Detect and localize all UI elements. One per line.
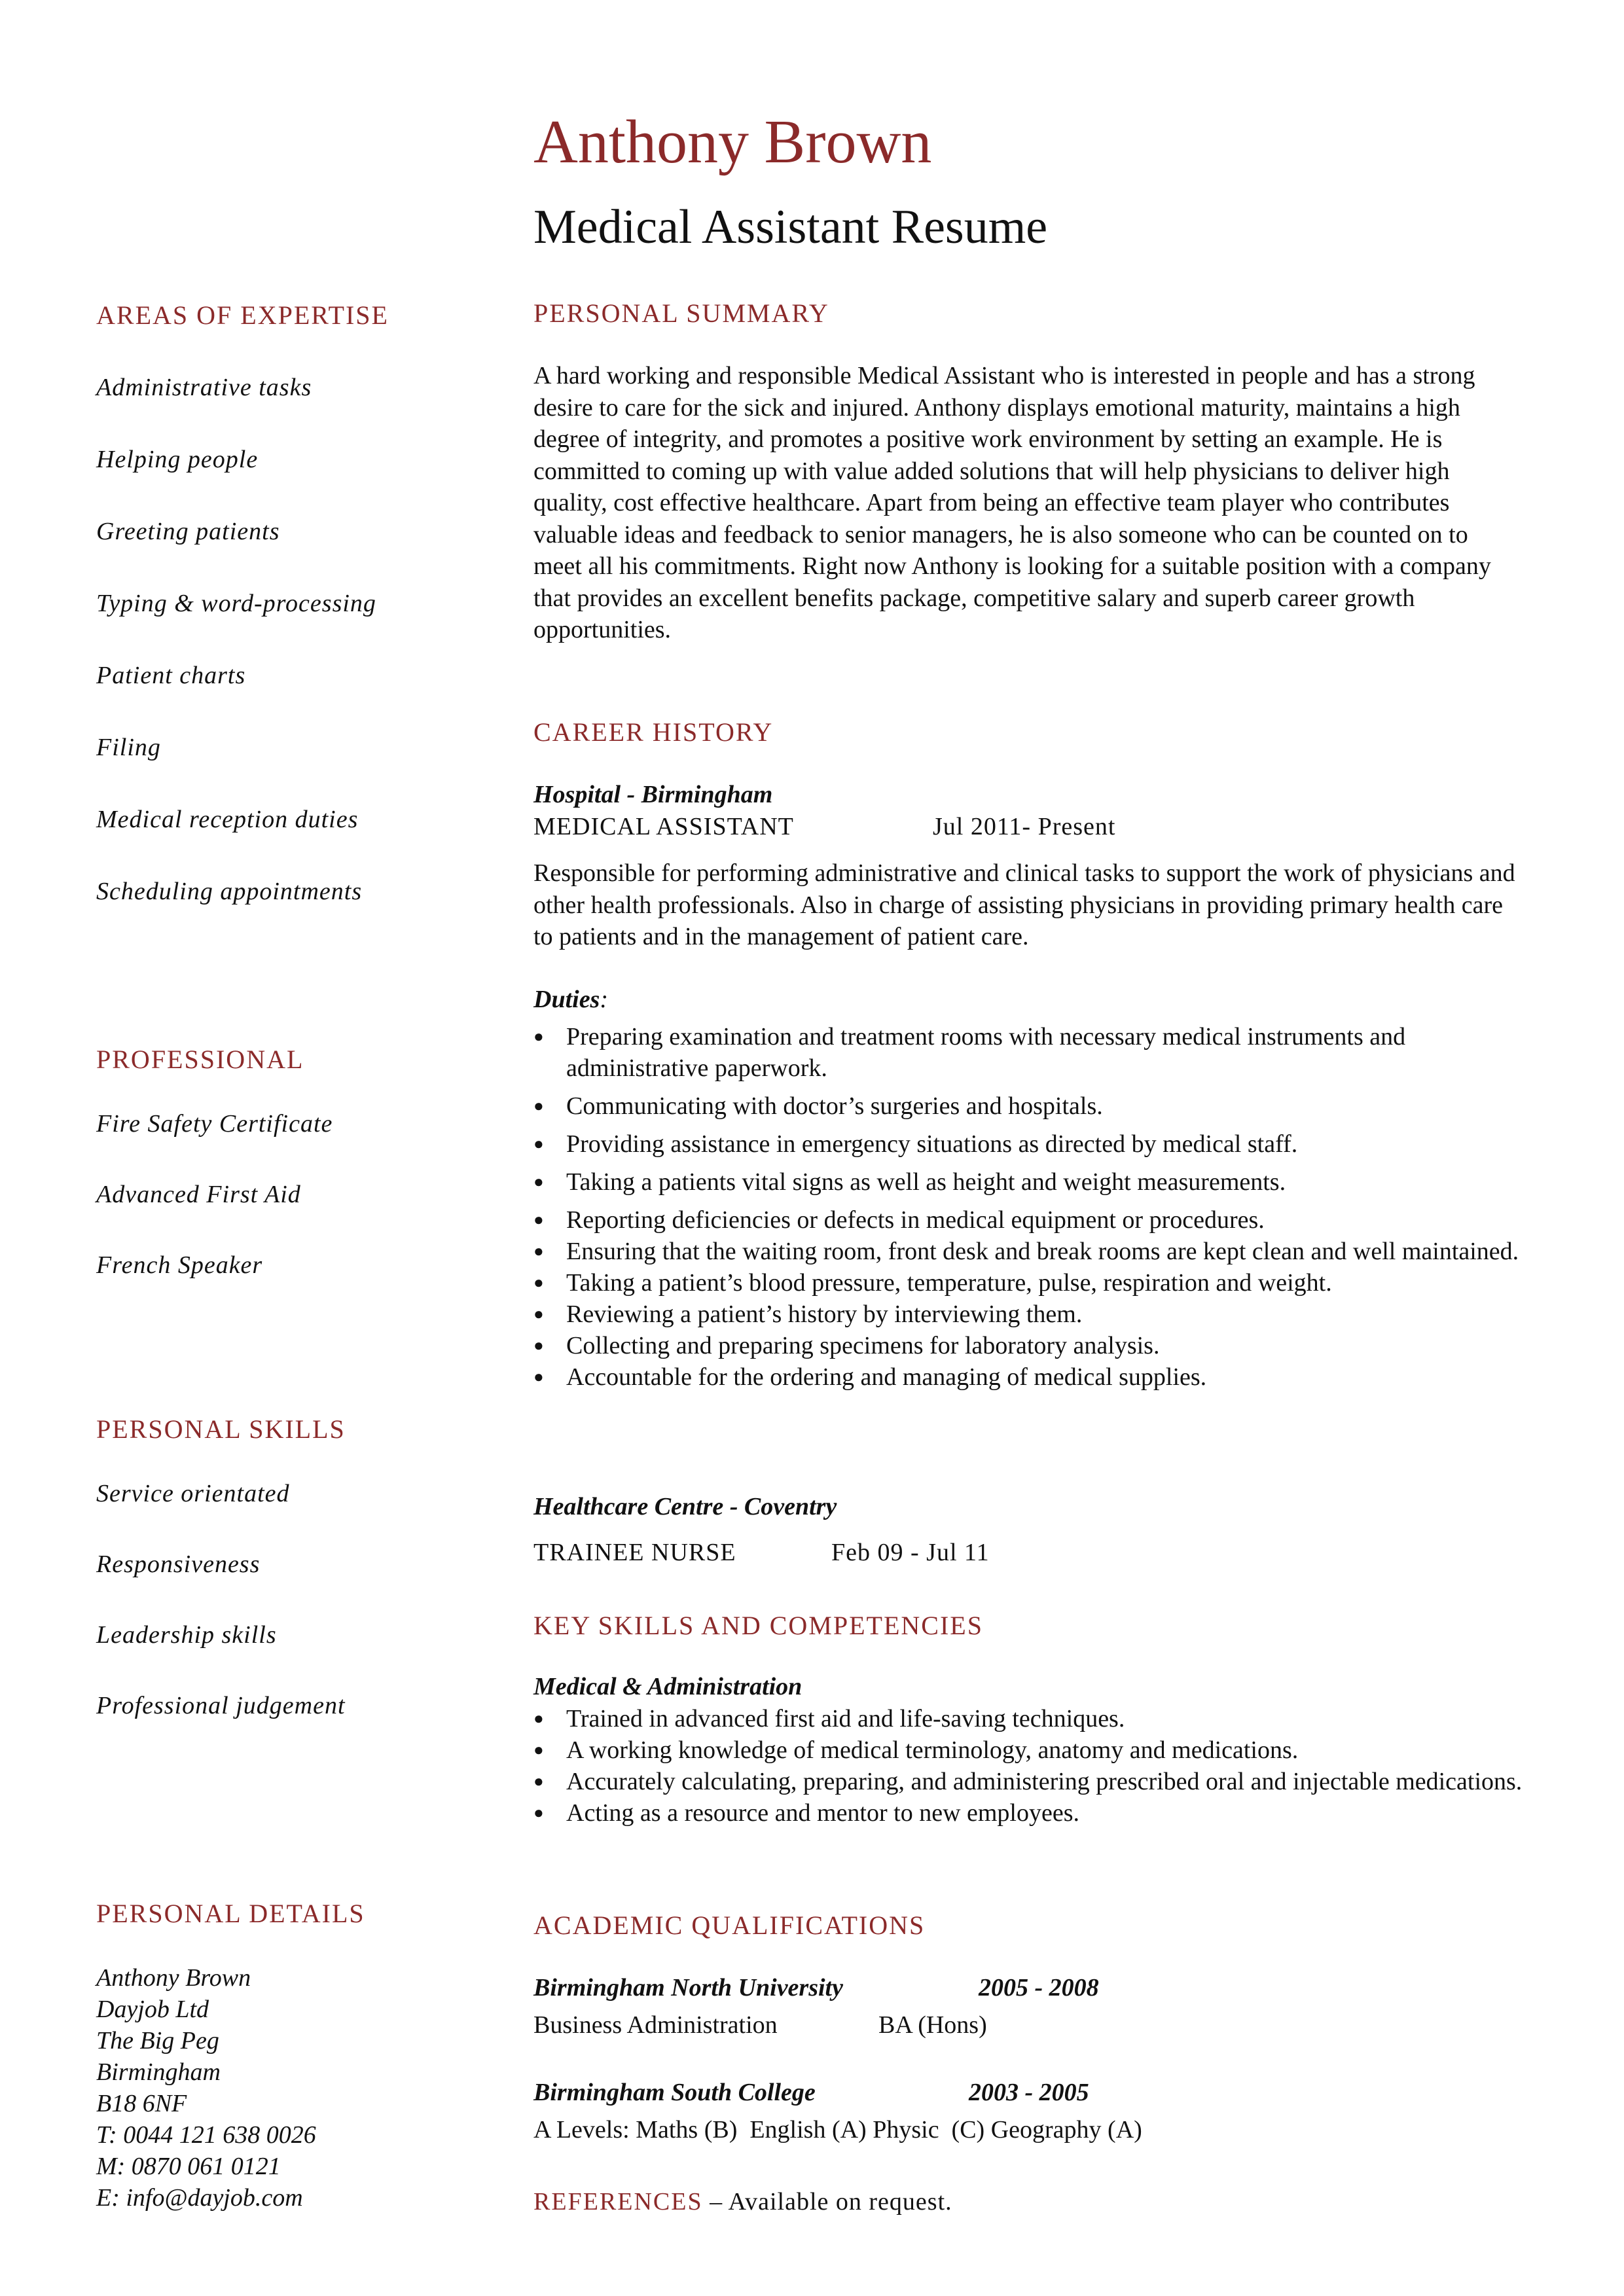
duties-list [533, 1021, 1528, 1393]
job2-dates: Feb 09 - Jul 11 [831, 1539, 990, 1566]
job1-employer: Hospital - Birmingham [533, 781, 773, 808]
duty-item: ● Accountable for the ordering and managing of medical supplies. [533, 1361, 1528, 1393]
summary-heading: PERSONAL SUMMARY [533, 298, 829, 328]
job1-description: Responsible for performing administrative and clinical tasks to support the work of physicians and other health professionals. Also in charge of assisting physicians in providing primary health care to patients and in the management of patient care. [533, 859, 1515, 950]
q1-subject: Business Administration [533, 2011, 778, 2039]
details-line: B18 6NF [96, 2090, 187, 2117]
expertise-item: Typing & word-processing [96, 590, 376, 617]
skills-subheading: Medical & Administration [533, 1673, 803, 1700]
expertise-item: Greeting patients [96, 518, 280, 545]
q2-institution: Birmingham South College [533, 2079, 816, 2106]
personal-skills-heading: PERSONAL SKILLS [96, 1414, 346, 1444]
resume-name: Anthony Brown [533, 108, 932, 176]
duty-item: ● Communicating with doctor’s surgeries and hospitals. [533, 1090, 1528, 1122]
details-mobile: M: 0870 061 0121 [96, 2153, 281, 2180]
personal-details-list [96, 1962, 316, 2214]
job1-role-row [533, 812, 1115, 841]
summary-text: A hard working and responsible Medical Assistant who is interested in people and has a strong desire to care for the sick and injured. Anthony displays emotional maturity, maintains a high degree of integrity, and promotes a positive work environment by setting an example. He is committed to coming up with value added solutions that will help physicians to deliver high quality, cost effective healthcare. Apart from being an effective team player who contributes valuable ideas and feedback to senior managers, he is also someone who can be counted on to meet all his commitments. Right now Anthony is looking for a suitable position with a company that provides an excellent benefits package, competitive salary and superb career growth opportunities. [533, 362, 1491, 643]
skill-item: ● Accurately calculating, preparing, and administering prescribed oral and injectable medications. [533, 1766, 1528, 1797]
references-row [533, 2187, 952, 2216]
skill-item: ● Acting as a resource and mentor to new employees. [533, 1797, 1528, 1829]
details-phone: T: 0044 121 638 0026 [96, 2121, 316, 2149]
personal-skill-item: Leadership skills [96, 1621, 277, 1649]
duties-label: Duties: [533, 986, 609, 1013]
references-text: – Available on request. [702, 2188, 952, 2215]
q1-subject-row [533, 2011, 987, 2039]
q1-row [533, 1973, 1099, 2002]
duty-item: ● Taking a patients vital signs as well as height and weight measurements. [533, 1166, 1528, 1198]
duty-item: ● Preparing examination and treatment rooms with necessary medical instruments and administrative paperwork. [533, 1021, 1528, 1084]
career-heading: CAREER HISTORY [533, 717, 774, 747]
duty-item: ● Ensuring that the waiting room, front desk and break rooms are kept clean and well maintained. [533, 1236, 1528, 1267]
professional-item: French Speaker [96, 1251, 263, 1279]
expertise-heading: AREAS OF EXPERTISE [96, 300, 389, 330]
professional-item: Advanced First Aid [96, 1181, 301, 1208]
duty-item: ● Collecting and preparing specimens for laboratory analysis. [533, 1330, 1528, 1361]
expertise-item: Administrative tasks [96, 374, 312, 401]
academic-heading: ACADEMIC QUALIFICATIONS [533, 1910, 926, 1940]
expertise-item: Filing [96, 734, 161, 761]
q2-years: 2003 - 2005 [969, 2079, 1089, 2106]
details-line: Birmingham [96, 2058, 221, 2086]
details-line: Dayjob Ltd [96, 1996, 209, 2023]
skill-item: ● Trained in advanced first aid and life-saving techniques. [533, 1703, 1528, 1734]
job1-role: MEDICAL ASSISTANT [533, 813, 794, 840]
q1-years: 2005 - 2008 [979, 1974, 1099, 2001]
details-email: E: info@dayjob.com [96, 2184, 303, 2212]
q1-award: BA (Hons) [878, 2011, 987, 2039]
skills-heading: KEY SKILLS AND COMPETENCIES [533, 1611, 983, 1640]
job2-role-row [533, 1538, 990, 1567]
resume-title: Medical Assistant Resume [533, 200, 1048, 254]
skill-item: ● A working knowledge of medical terminology, anatomy and medications. [533, 1734, 1528, 1766]
personal-details-heading: PERSONAL DETAILS [96, 1899, 365, 1928]
expertise-item: Medical reception duties [96, 806, 359, 833]
details-line: Anthony Brown [96, 1964, 251, 1992]
personal-skill-item: Service orientated [96, 1480, 290, 1507]
expertise-item: Helping people [96, 446, 259, 473]
references-heading: REFERENCES [533, 2188, 703, 2215]
expertise-item: Patient charts [96, 662, 246, 689]
q2-subjects: A Levels: Maths (B) English (A) Physic (C) Geography (A) [533, 2116, 1142, 2144]
expertise-item: Scheduling appointments [96, 878, 363, 905]
professional-item: Fire Safety Certificate [96, 1110, 333, 1138]
job2-employer: Healthcare Centre - Coventry [533, 1493, 837, 1520]
job1-dates: Jul 2011- Present [933, 813, 1116, 840]
duty-item: ● Providing assistance in emergency situations as directed by medical staff. [533, 1128, 1528, 1160]
skills-list [533, 1703, 1528, 1829]
professional-heading: PROFESSIONAL [96, 1045, 304, 1074]
personal-skill-item: Responsiveness [96, 1551, 261, 1578]
duty-item: ● Reporting deficiencies or defects in medical equipment or procedures. [533, 1204, 1528, 1236]
q2-row [533, 2078, 1089, 2107]
personal-skill-item: Professional judgement [96, 1692, 346, 1719]
duty-item: ● Reviewing a patient’s history by interviewing them. [533, 1299, 1528, 1330]
q1-institution: Birmingham North University [533, 1974, 843, 2001]
duty-item: ● Taking a patient’s blood pressure, temperature, pulse, respiration and weight. [533, 1267, 1528, 1299]
job2-role: TRAINEE NURSE [533, 1539, 736, 1566]
details-line: The Big Peg [96, 2027, 219, 2054]
